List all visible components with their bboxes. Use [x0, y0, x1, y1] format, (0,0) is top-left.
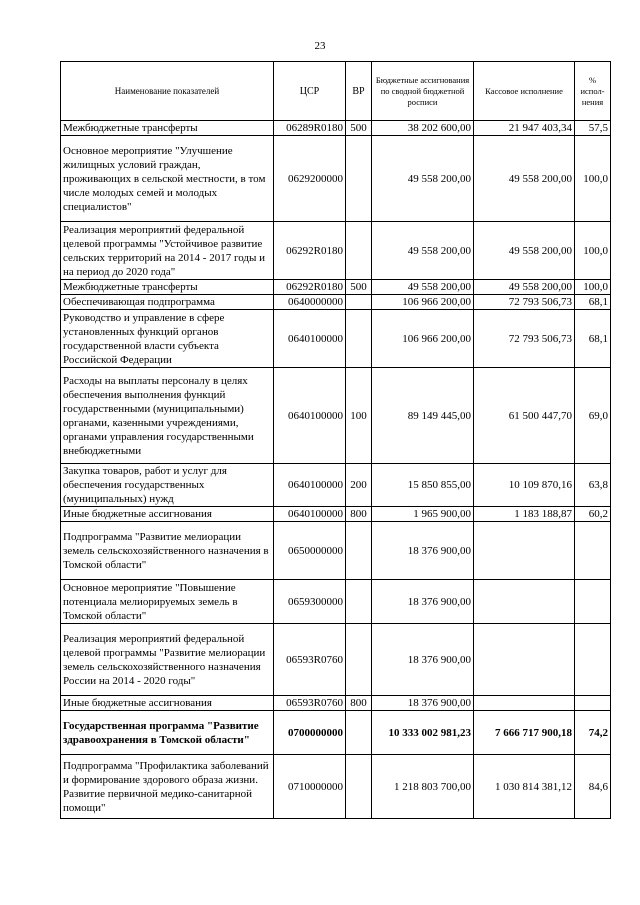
- cell-name: Реализация мероприятий федеральной целевой программы "Развитие мелиорации земель сельскохозяйственного назначения России на 2014 - 2020 годы": [61, 624, 274, 696]
- cell-budget: 106 966 200,00: [372, 310, 474, 368]
- cell-percent: [575, 624, 611, 696]
- cell-percent: [575, 580, 611, 624]
- cell-csr: 06292R0180: [274, 280, 346, 295]
- table-header-row: [61, 62, 611, 121]
- cell-budget: 10 333 002 981,23: [372, 711, 474, 755]
- cell-vr: 500: [346, 280, 372, 295]
- cell-name: Расходы на выплаты персоналу в целях обеспечения выполнения функций государственными (муниципальными) органами, казенными учреждениями, органами управления государственными внебюджетными: [61, 368, 274, 464]
- cell-percent: 68,1: [575, 310, 611, 368]
- cell-cash: [474, 580, 575, 624]
- table-row: [61, 368, 611, 464]
- cell-vr: 100: [346, 368, 372, 464]
- cell-budget: 49 558 200,00: [372, 222, 474, 280]
- table-row: [61, 580, 611, 624]
- cell-budget: 18 376 900,00: [372, 624, 474, 696]
- cell-cash: 61 500 447,70: [474, 368, 575, 464]
- cell-csr: 0629200000: [274, 136, 346, 222]
- cell-vr: [346, 624, 372, 696]
- cell-budget: 15 850 855,00: [372, 464, 474, 507]
- table-row: [61, 222, 611, 280]
- table-row: [61, 711, 611, 755]
- cell-name: Государственная программа "Развитие здравоохранения в Томской области": [61, 711, 274, 755]
- table-row: [61, 136, 611, 222]
- budget-execution-table: [60, 61, 611, 819]
- cell-percent: 57,5: [575, 121, 611, 136]
- cell-vr: 800: [346, 507, 372, 522]
- column-header-budget: Бюджетные ассигнования по сводной бюджетной росписи: [372, 62, 474, 121]
- cell-name: Подпрограмма "Развитие мелиорации земель сельскохозяйственного назначения в Томской области": [61, 522, 274, 580]
- cell-budget: 18 376 900,00: [372, 580, 474, 624]
- table-row: [61, 295, 611, 310]
- cell-cash: 7 666 717 900,18: [474, 711, 575, 755]
- table-row: [61, 522, 611, 580]
- table-row: [61, 310, 611, 368]
- cell-name: Подпрограмма "Профилактика заболеваний и формирование здорового образа жизни. Развитие первичной медико-санитарной помощи": [61, 755, 274, 819]
- cell-cash: 1 030 814 381,12: [474, 755, 575, 819]
- cell-cash: 72 793 506,73: [474, 310, 575, 368]
- cell-cash: [474, 522, 575, 580]
- cell-vr: [346, 580, 372, 624]
- table-row: [61, 121, 611, 136]
- cell-name: Руководство и управление в сфере установленных функций органов государственной власти субъекта Российской Федерации: [61, 310, 274, 368]
- cell-csr: 0710000000: [274, 755, 346, 819]
- cell-budget: 38 202 600,00: [372, 121, 474, 136]
- column-header-vr: ВР: [346, 62, 372, 121]
- cell-name: Межбюджетные трансферты: [61, 280, 274, 295]
- cell-cash: 72 793 506,73: [474, 295, 575, 310]
- cell-name: Иные бюджетные ассигнования: [61, 696, 274, 711]
- cell-vr: 800: [346, 696, 372, 711]
- column-header-percent: % испол- нения: [575, 62, 611, 121]
- cell-budget: 49 558 200,00: [372, 280, 474, 295]
- cell-budget: 106 966 200,00: [372, 295, 474, 310]
- cell-budget: 1 965 900,00: [372, 507, 474, 522]
- cell-csr: 0659300000: [274, 580, 346, 624]
- cell-vr: 200: [346, 464, 372, 507]
- table-row: [61, 280, 611, 295]
- column-header-csr: ЦСР: [274, 62, 346, 121]
- cell-csr: 0650000000: [274, 522, 346, 580]
- cell-budget: 49 558 200,00: [372, 136, 474, 222]
- cell-percent: [575, 696, 611, 711]
- cell-cash: 49 558 200,00: [474, 136, 575, 222]
- cell-csr: 0640100000: [274, 464, 346, 507]
- cell-budget: 18 376 900,00: [372, 522, 474, 580]
- cell-vr: [346, 755, 372, 819]
- cell-name: Межбюджетные трансферты: [61, 121, 274, 136]
- cell-cash: 21 947 403,34: [474, 121, 575, 136]
- cell-name: Обеспечивающая подпрограмма: [61, 295, 274, 310]
- table-row: [61, 624, 611, 696]
- cell-vr: [346, 136, 372, 222]
- cell-vr: [346, 310, 372, 368]
- cell-budget: 18 376 900,00: [372, 696, 474, 711]
- cell-percent: 69,0: [575, 368, 611, 464]
- cell-csr: 06292R0180: [274, 222, 346, 280]
- cell-vr: [346, 522, 372, 580]
- table-row: [61, 696, 611, 711]
- table-row: [61, 755, 611, 819]
- cell-cash: [474, 696, 575, 711]
- cell-percent: 84,6: [575, 755, 611, 819]
- cell-percent: 100,0: [575, 136, 611, 222]
- cell-percent: 63,8: [575, 464, 611, 507]
- cell-csr: 06593R0760: [274, 624, 346, 696]
- cell-vr: [346, 295, 372, 310]
- cell-cash: 1 183 188,87: [474, 507, 575, 522]
- cell-csr: 0640100000: [274, 368, 346, 464]
- cell-vr: [346, 711, 372, 755]
- page-number: 23: [314, 40, 326, 52]
- cell-csr: 0640100000: [274, 310, 346, 368]
- cell-csr: 0640100000: [274, 507, 346, 522]
- cell-csr: 06593R0760: [274, 696, 346, 711]
- cell-vr: 500: [346, 121, 372, 136]
- cell-vr: [346, 222, 372, 280]
- cell-name: Иные бюджетные ассигнования: [61, 507, 274, 522]
- cell-percent: 100,0: [575, 280, 611, 295]
- cell-cash: 49 558 200,00: [474, 280, 575, 295]
- cell-csr: 0700000000: [274, 711, 346, 755]
- table-row: [61, 464, 611, 507]
- cell-percent: 74,2: [575, 711, 611, 755]
- cell-cash: 49 558 200,00: [474, 222, 575, 280]
- table-row: [61, 507, 611, 522]
- cell-percent: 60,2: [575, 507, 611, 522]
- cell-percent: 100,0: [575, 222, 611, 280]
- cell-csr: 0640000000: [274, 295, 346, 310]
- cell-name: Основное мероприятие "Повышение потенциала мелиорируемых земель в Томской области": [61, 580, 274, 624]
- column-header-name: Наименование показателей: [61, 62, 274, 121]
- cell-name: Закупка товаров, работ и услуг для обеспечения государственных (муниципальных) нужд: [61, 464, 274, 507]
- cell-budget: 1 218 803 700,00: [372, 755, 474, 819]
- cell-name: Основное мероприятие "Улучшение жилищных условий граждан, проживающих в сельской местности, в том числе молодых семей и молодых специалистов": [61, 136, 274, 222]
- column-header-cash: Кассовое исполнение: [474, 62, 575, 121]
- cell-percent: 68,1: [575, 295, 611, 310]
- cell-name: Реализация мероприятий федеральной целевой программы "Устойчивое развитие сельских территорий на 2014 - 2017 годы и на период до 2020 года": [61, 222, 274, 280]
- cell-percent: [575, 522, 611, 580]
- cell-cash: [474, 624, 575, 696]
- cell-cash: 10 109 870,16: [474, 464, 575, 507]
- cell-csr: 06289R0180: [274, 121, 346, 136]
- cell-budget: 89 149 445,00: [372, 368, 474, 464]
